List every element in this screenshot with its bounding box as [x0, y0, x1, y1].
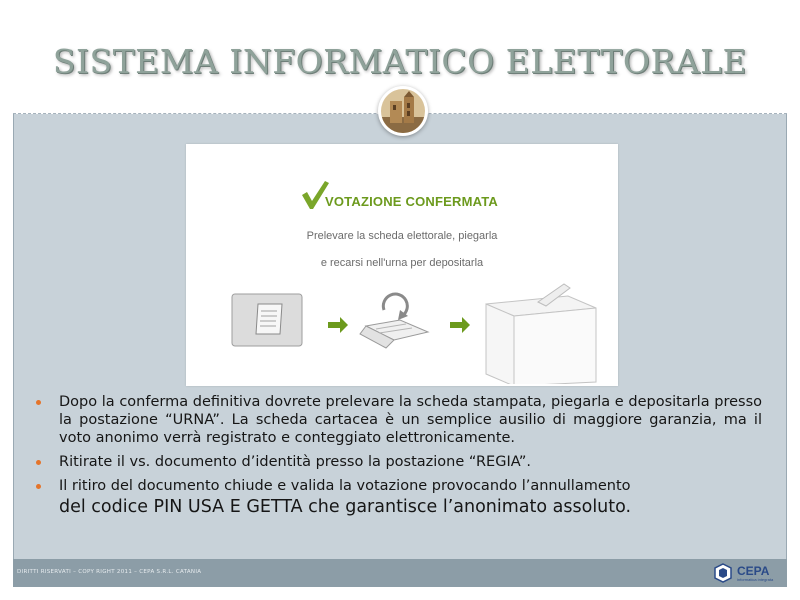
- confirmation-card: [186, 144, 618, 386]
- fold-ballot-icon: [360, 294, 428, 348]
- cepa-logo: [713, 562, 779, 584]
- slide-title: SISTEMA INFORMATICO ELETTORALE: [52, 42, 748, 81]
- bullet-dot: [36, 484, 41, 489]
- cepa-logo-subtitle: informatica integrata: [737, 577, 774, 582]
- building-icon: [381, 89, 425, 133]
- bullet-item: [36, 453, 762, 471]
- bullet-text: Dopo la conferma definitiva dovrete prelevare la scheda stampata, piegarla e depositarla presso la postazione “URNA”. La scheda cartacea è un semplice ausilio di maggiore garanzia, ma il voto anonimo verrà registrato e conteggiato elettronicamente.: [59, 394, 762, 446]
- copyright-text: DIRITTI RISERVATI – COPY RIGHT 2011 – CEPA S.R.L. CATANIA: [17, 569, 202, 575]
- bullet-dot: [36, 400, 41, 405]
- bullet-item: [36, 477, 762, 519]
- bullet-list: [36, 393, 762, 519]
- ballot-box-icon: [486, 284, 596, 384]
- bullet-text-emphasis: del codice PIN USA E GETTA che garantisce l’anonimato assoluto.: [59, 497, 632, 517]
- bullet-text: Ritirate il vs. documento d’identità presso la postazione “REGIA”.: [59, 454, 531, 470]
- bullet-text: Il ritiro del documento chiude e valida la votazione provocando l’annullamento: [59, 478, 631, 494]
- arrow-right-icon: [450, 317, 470, 333]
- footer-bar: [13, 559, 787, 587]
- printed-ballot-icon: [232, 294, 302, 346]
- arrow-right-icon: [328, 317, 348, 333]
- voting-steps-illustration: [186, 274, 618, 384]
- cepa-logo-name: CEPA: [737, 564, 770, 578]
- bullet-dot: [36, 460, 41, 465]
- bullet-item: [36, 393, 762, 447]
- emblem-medallion: [378, 86, 428, 136]
- confirmation-heading: VOTAZIONE CONFERMATA: [325, 194, 498, 209]
- instruction-line-1: Prelevare la scheda elettorale, piegarla: [306, 230, 498, 242]
- instruction-line-2: e recarsi nell'urna per depositarla: [320, 257, 484, 269]
- cepa-logo-icon: [713, 563, 733, 583]
